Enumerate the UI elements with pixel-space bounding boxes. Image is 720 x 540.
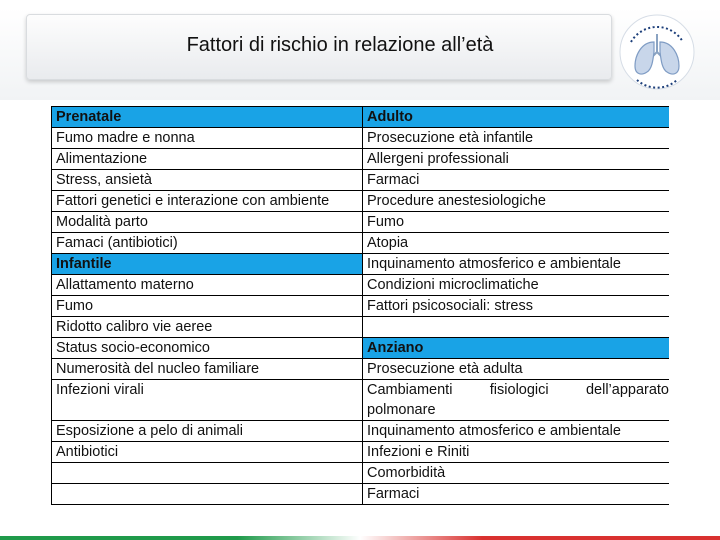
table-cell-right: Cambiamenti fisiologici dell’apparato polmonare [363, 380, 670, 421]
table-row [52, 254, 670, 275]
table-cell-right [363, 317, 670, 338]
table-cell-right: Allergeni professionali [363, 149, 670, 170]
table-cell-right: Inquinamento atmosferico e ambientale [363, 254, 670, 275]
table-row [52, 359, 670, 380]
table-row [52, 380, 670, 421]
table-row [52, 107, 670, 128]
table-row [52, 128, 670, 149]
table-row [52, 170, 670, 191]
table-cell-left: Fumo madre e nonna [52, 128, 363, 149]
table-cell-right: Prosecuzione età infantile [363, 128, 670, 149]
section-header-left: Infantile [52, 254, 363, 275]
table-cell-right: Fattori psicosociali: stress [363, 296, 670, 317]
table-row [52, 442, 670, 463]
section-header-right: Adulto [363, 107, 670, 128]
table-cell-left: Allattamento materno [52, 275, 363, 296]
table-cell-left: Esposizione a pelo di animali [52, 421, 363, 442]
gina-logo-icon [617, 12, 697, 92]
table-cell-left: Fattori genetici e interazione con ambiente [52, 191, 363, 212]
table-cell-left: Status socio-economico [52, 338, 363, 359]
table-cell-left: Famaci (antibiotici) [52, 233, 363, 254]
table-row [52, 149, 670, 170]
table-cell-left: Numerosità del nucleo familiare [52, 359, 363, 380]
table-cell-right: Farmaci [363, 170, 670, 191]
table-cell-left: Alimentazione [52, 149, 363, 170]
table-cell-right: Procedure anestesiologiche [363, 191, 670, 212]
table-cell-left: Fumo [52, 296, 363, 317]
table-cell-left: Stress, ansietà [52, 170, 363, 191]
table-cell-left: Infezioni virali [52, 380, 363, 421]
table-row [52, 191, 670, 212]
table-cell-right: Farmaci [363, 484, 670, 505]
table-row [52, 317, 670, 338]
table-cell-left: Antibiotici [52, 442, 363, 463]
page-title: Fattori di rischio in relazione all’età [186, 34, 494, 56]
table-cell-left [52, 463, 363, 484]
table-cell-right: Inquinamento atmosferico e ambientale [363, 421, 670, 442]
lungs-logo-icon [617, 12, 697, 92]
table-cell-right: Comorbidità [363, 463, 670, 484]
table-cell-left [52, 484, 363, 505]
table-cell-left: Ridotto calibro vie aeree [52, 317, 363, 338]
table-cell-left: Modalità parto [52, 212, 363, 233]
risk-factors-table [51, 106, 669, 540]
table-row [52, 296, 670, 317]
table-cell-right: Atopia [363, 233, 670, 254]
table-row [52, 275, 670, 296]
table-row [52, 338, 670, 359]
table-row [52, 212, 670, 233]
table-row [52, 463, 670, 484]
table-cell-right: Infezioni e Riniti [363, 442, 670, 463]
table-row [52, 421, 670, 442]
table-row [52, 484, 670, 505]
section-header-left: Prenatale [52, 107, 363, 128]
table-cell-right: Fumo [363, 212, 670, 233]
table-cell-right: Condizioni microclimatiche [363, 275, 670, 296]
table-cell-right: Prosecuzione età adulta [363, 359, 670, 380]
flag-stripe [0, 536, 720, 540]
section-header-right: Anziano [363, 338, 670, 359]
table-row [52, 233, 670, 254]
